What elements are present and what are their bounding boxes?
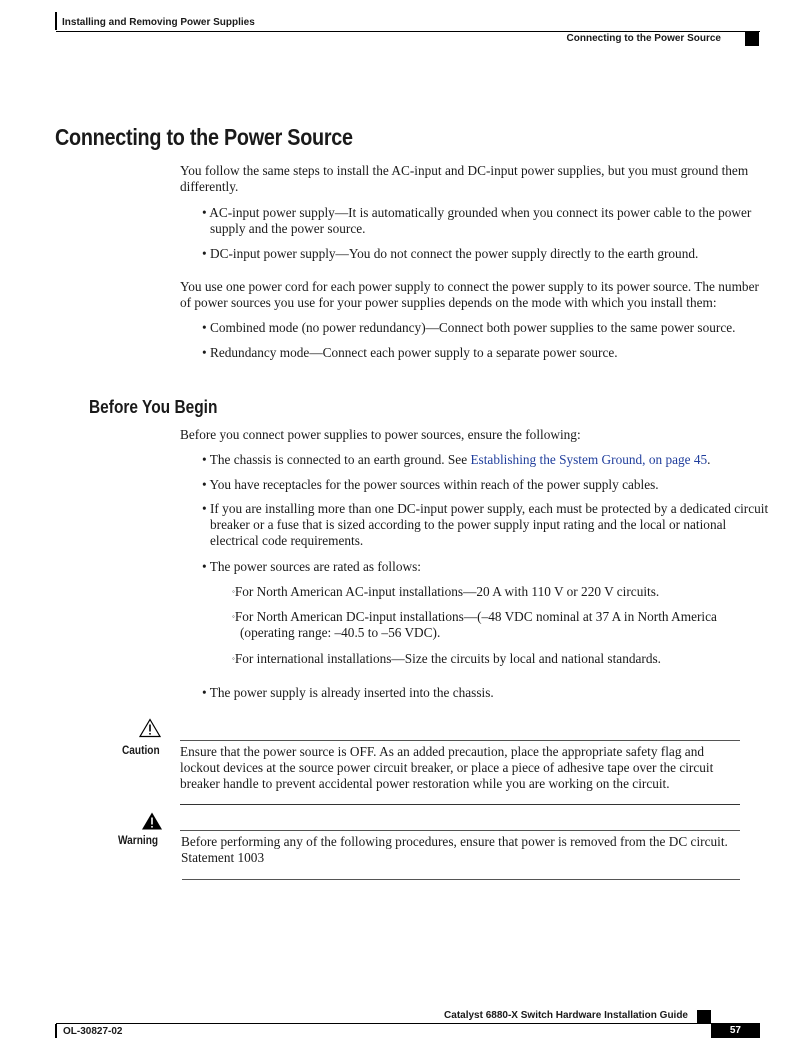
section-title: Connecting to the Power Source xyxy=(55,124,353,150)
caution-triangle-icon xyxy=(139,718,161,738)
before-intro: Before you connect power supplies to power sources, ensure the following: xyxy=(180,427,581,442)
before-bullet-breaker: • If you are installing more than one DC-input power supply, each must be protected by a dedicated circuit breaker or a fuse that is sized according to the power supply input rating and the local or national electrical code requirements. xyxy=(202,501,769,548)
footer-marker xyxy=(697,1010,711,1024)
intro-bullet-ac: • AC-input power supply—It is automatically grounded when you connect its power cable to the power supply and the power source. xyxy=(202,205,752,236)
footer-guide-title: Catalyst 6880-X Switch Hardware Installation Guide xyxy=(444,1010,688,1021)
before-bullet-receptacles: • You have receptacles for the power sources within reach of the power supply cables. xyxy=(202,477,659,492)
footer-doc-id: OL-30827-02 xyxy=(63,1026,123,1037)
cords-paragraph: You use one power cord for each power supply to connect the power supply to its power source. The number of power sources you use for your power supplies depends on the mode with which you install them: xyxy=(180,279,759,310)
warning-label: Warning xyxy=(118,835,159,847)
header-rule xyxy=(56,31,760,32)
footer-bar xyxy=(55,1024,57,1038)
rating-dc: ◦For North American DC-input installations—(–48 VDC nominal at 37 A in North America (operating range: –40.5 to –56 VDC). xyxy=(232,609,717,640)
before-bullet-ground: • The chassis is connected to an earth ground. See Establishing the System Ground, on page 45. xyxy=(202,452,711,467)
warning-top-rule xyxy=(180,830,740,831)
cords-bullet-redundancy: • Redundancy mode—Connect each power supply to a separate power source. xyxy=(202,345,618,360)
footer-rule xyxy=(56,1023,760,1024)
rating-ac: ◦For North American AC-input installations—20 A with 110 V or 220 V circuits. xyxy=(232,584,660,599)
warning-triangle-icon xyxy=(141,811,163,831)
intro-paragraph: You follow the same steps to install the AC-input and DC-input power supplies, but you must ground them differently. xyxy=(180,163,749,194)
before-title: Before You Begin xyxy=(89,397,218,417)
header-chapter: Installing and Removing Power Supplies xyxy=(62,17,255,28)
caution-label: Caution xyxy=(122,745,160,757)
warning-text: Before performing any of the following procedures, ensure that power is removed from the DC circuit. Statement 1003 xyxy=(181,834,728,865)
cords-bullet-combined: • Combined mode (no power redundancy)—Connect both power supplies to the same power source. xyxy=(202,320,736,335)
caution-top-rule xyxy=(180,740,740,741)
header-bar xyxy=(55,12,57,30)
rating-intl: ◦For international installations—Size the circuits by local and national standards. xyxy=(232,651,661,666)
ground-link[interactable]: Establishing the System Ground, on page 45 xyxy=(470,452,708,467)
warning-bottom-rule xyxy=(182,879,740,880)
intro-bullet-dc: • DC-input power supply—You do not connect the power supply directly to the earth ground. xyxy=(202,246,699,261)
caution-text: Ensure that the power source is OFF. As an added precaution, place the appropriate safety flag and lockout devices at the source power circuit breaker, or place a piece of adhesive tape over the circuit breaker handle to prevent accidental power restoration while you are working on the circuit. xyxy=(180,744,714,791)
caution-bottom-rule xyxy=(180,804,740,805)
before-bullet-inserted: • The power supply is already inserted into the chassis. xyxy=(202,685,494,700)
header-section: Connecting to the Power Source xyxy=(566,33,721,44)
header-marker xyxy=(745,32,759,46)
footer-page-number: 57 xyxy=(711,1024,760,1038)
before-bullet-ratings: • The power sources are rated as follows: xyxy=(202,559,421,574)
